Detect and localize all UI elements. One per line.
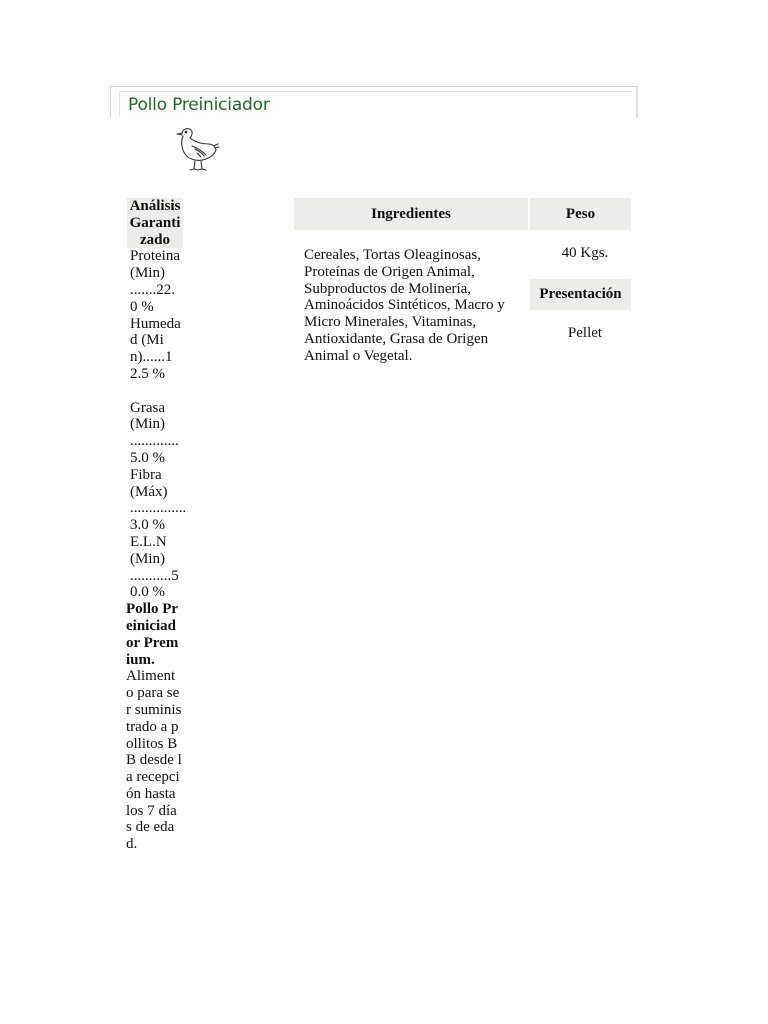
humidity-line: Humedad (Min)......12.5 %: [130, 315, 181, 382]
guaranteed-analysis-column: [126, 198, 187, 853]
product-name: Pollo Preiniciador Premium.: [126, 601, 179, 668]
fiber-line: Fibra (Máx) ...............3.0 %: [130, 466, 187, 534]
fat-line: Grasa (Min) .............5.0 %: [130, 399, 179, 466]
line-gap: [130, 383, 182, 400]
analysis-values: [126, 248, 187, 601]
ingredients-text: Cereales, Tortas Oleaginosas, Proteínas de Origen Animal, Subproductos de Molinería, Aminoácidos Sintéticos, Macro y Micro Minerales, Vitaminas, Antioxidante, Grasa de Origen Animal o Vegetal.: [304, 247, 505, 364]
chick-icon: [168, 122, 222, 176]
banner-title: Pollo Preiniciador: [128, 95, 270, 115]
product-description: Alimento para ser suministrado a pollitos BB desde la recepción hasta los 7 días de edad.: [126, 668, 182, 853]
protein-line: Proteina (Min) .......22.0 %: [130, 248, 180, 315]
analysis-header: Análisis Garantizado: [127, 198, 183, 248]
product-banner: [110, 86, 638, 118]
ingredients-header: Ingredientes: [294, 198, 528, 230]
presentation-value: Pellet: [567, 325, 603, 341]
weight-header: Peso: [530, 198, 631, 230]
eln-line: E.L.N (Min) ...........50.0 %: [130, 533, 179, 601]
presentation-header: Presentación: [530, 279, 631, 310]
weight-value: 40 Kgs.: [561, 245, 609, 261]
